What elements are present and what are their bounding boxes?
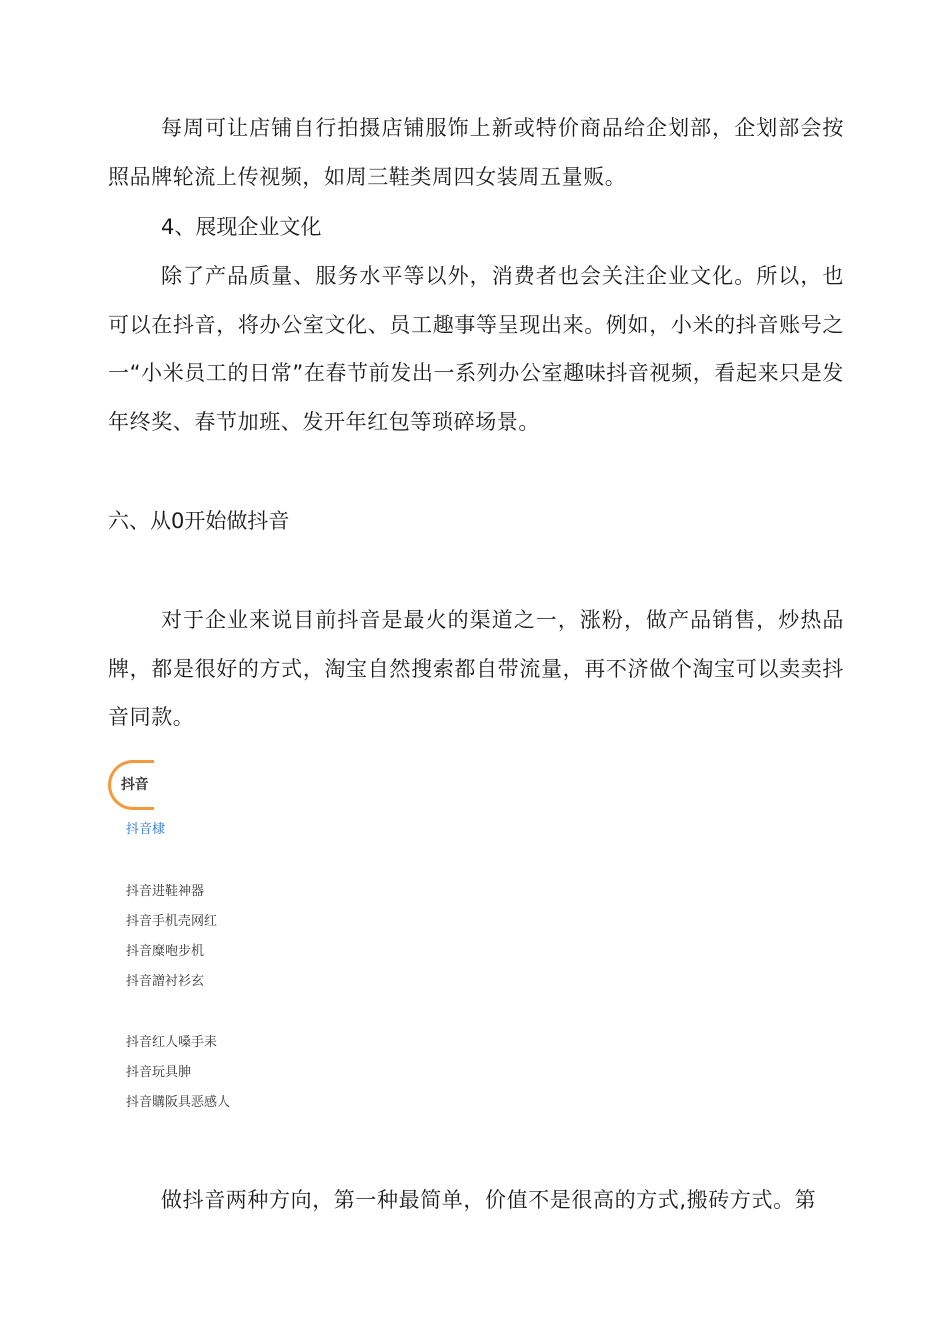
search-suggestion-highlight: 抖音棣 xyxy=(126,822,166,837)
search-suggestion-item: 抖音手机壳网红 xyxy=(126,914,218,929)
search-suggestion-item: 抖音糜咆步机 xyxy=(126,944,205,959)
search-suggestion-item: 抖音玩具胂 xyxy=(126,1065,192,1080)
paragraph-douyin-channel: 对于企业来说目前抖音是最火的渠道之一，涨粉，做产品销售，炒热品牌，都是很好的方式，淘宝自然搜索都自带流量，再不济做个淘宝可以卖卖抖音同款。 xyxy=(108,608,844,729)
search-suggestion-item: 抖音进鞋神器 xyxy=(126,884,205,899)
search-suggestion-item: 抖音購阪具恶感人 xyxy=(126,1095,231,1110)
search-suggestion-item: 抖音譄衬衫玄 xyxy=(126,974,205,989)
paragraph-store-upload: 每周可让店铺自行拍摄店铺服饰上新或特价商品给企划部，企划部会按照品牌轮流上传视频，如周三鞋类周四女装周五量贩。 xyxy=(108,116,844,189)
paragraph-two-directions: 做抖音两种方向，第一种最简单，价值不是很高的方式,搬砖方式。第 xyxy=(161,1188,817,1212)
subheading-corporate-culture: 4、展现企业文化 xyxy=(161,215,322,239)
search-suggestion-item: 抖音红人嗓手耒 xyxy=(126,1035,218,1050)
search-box-snippet xyxy=(108,760,154,810)
search-suggestion-group-2 xyxy=(126,1033,230,1123)
search-query: 抖音 xyxy=(121,777,148,793)
paragraph-corporate-culture: 除了产品质量、服务水平等以外，消费者也会关注企业文化。所以，也可以在抖音，将办公室文化、员工趣事等呈现出来。例如，小米的抖音账号之一“小米员工的日常”在春节前发出一系列办公室趣味抖音视频，看起来只是发年终奖、春节加班、发开年红包等琐碎场景。 xyxy=(108,264,844,434)
heading-start-douyin: 六、从0开始做抖音 xyxy=(108,509,290,533)
search-suggestion-group-1 xyxy=(126,882,217,1002)
